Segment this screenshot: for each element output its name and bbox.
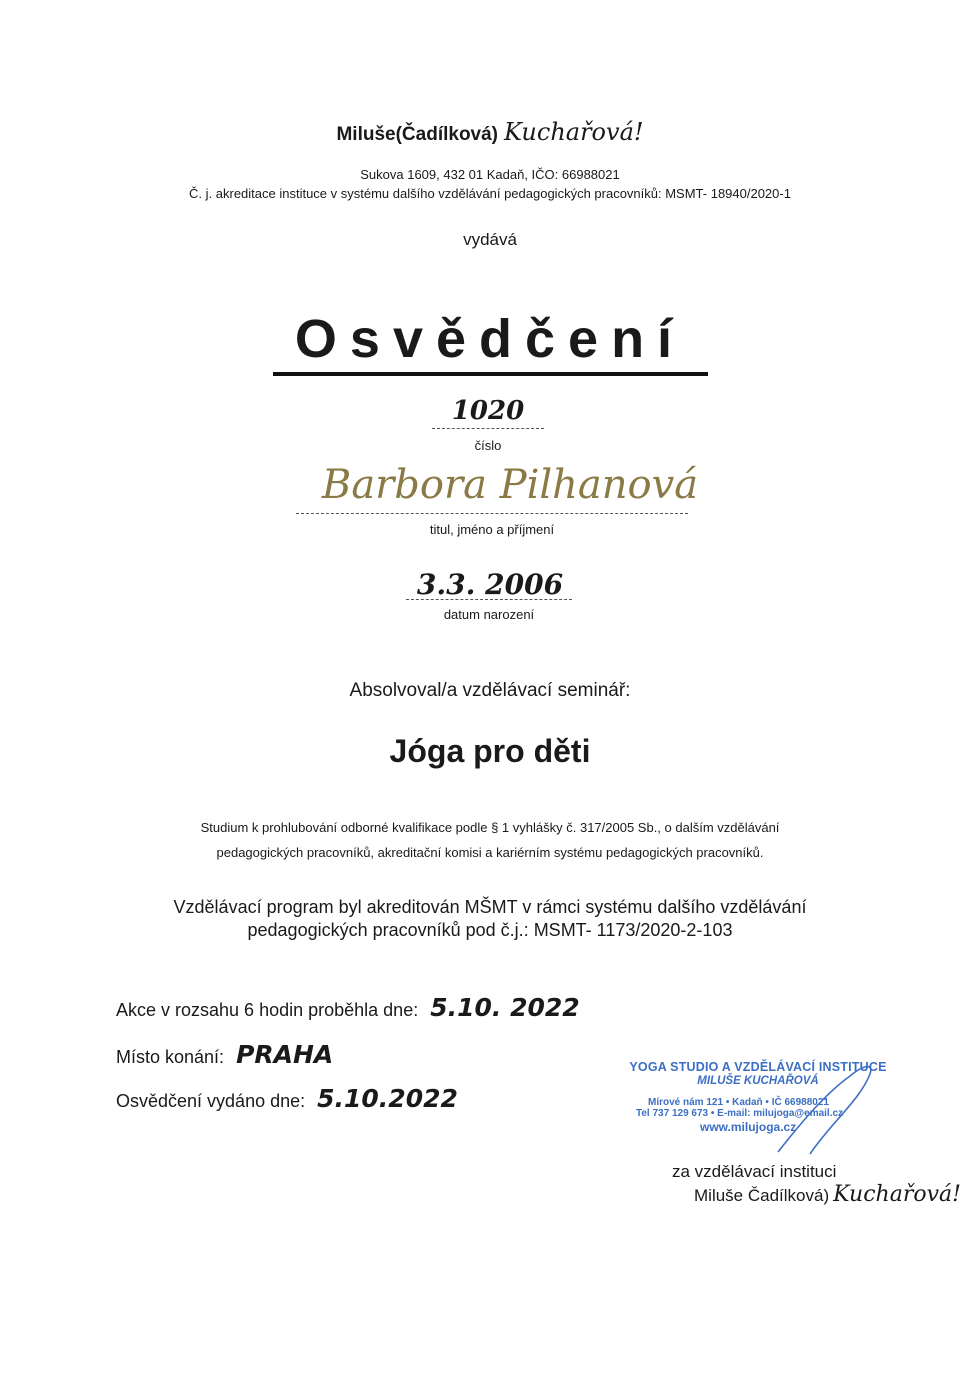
completed-text: Absolvoval/a vzdělávací seminář: — [349, 680, 631, 701]
issues-text: vydává — [463, 230, 517, 249]
place-label: Místo konání: — [116, 1047, 225, 1067]
certificate-number: 1020 — [451, 396, 525, 426]
issued-row — [116, 1084, 458, 1113]
event-date: 5.10. 2022 — [430, 993, 580, 1022]
event-label: Akce v rozsahu 6 hodin proběhla dne: — [116, 1000, 419, 1020]
birthdate-label: datum narození — [443, 607, 535, 622]
stamp-line-1: YOGA STUDIO A VZDĚLÁVACÍ INSTITUCE — [629, 1060, 887, 1074]
title-underline — [273, 372, 708, 376]
stamp-line-5: www.milujoga.cz — [700, 1120, 797, 1134]
issuer-handwritten-surname: Kuchařová! — [504, 118, 644, 146]
name-dotted-line — [296, 513, 688, 514]
program-text-line-2: pedagogických pracovníků pod č.j.: MSMT- 1173/2020-2-103 — [247, 920, 733, 940]
for-institution-text: za vzdělávací instituci — [672, 1162, 837, 1181]
stamp-line-4: Tel 737 129 673 • E-mail: milujoga@email.cz — [636, 1108, 844, 1119]
signatory-printed-name: Miluše Čadílková) — [694, 1186, 830, 1205]
issued-label: Osvědčení vydáno dne: — [116, 1091, 306, 1111]
place-row — [116, 1040, 333, 1069]
signatory-handwritten-name: Kuchařová! — [833, 1182, 961, 1207]
place-value: PRAHA — [236, 1040, 334, 1069]
birth-date: 3.3. 2006 — [416, 568, 564, 601]
number-dotted-line — [432, 428, 544, 429]
study-text-line-1: Studium k prohlubování odborné kvalifikace podle § 1 vyhlášky č. 317/2005 Sb., o dalším vzdělávání — [200, 820, 780, 835]
institution-stamp — [622, 1060, 894, 1134]
certificate-title: Osvědčení — [294, 309, 686, 369]
issuer-first-name: Miluše — [336, 124, 396, 145]
issuer-address: Sukova 1609, 432 01 Kadaň, IČO: 66988021 — [360, 167, 620, 182]
issuer-name — [0, 118, 980, 146]
name-label: titul, jméno a příjmení — [429, 522, 555, 537]
accreditation-number: Č. j. akreditace instituce v systému dalšího vzdělávání pedagogických pracovníků: MSMT- 18940/2020-1 — [189, 186, 791, 201]
study-text-line-2: pedagogických pracovníků, akreditační komisi a kariérním systému pedagogických pracovníků. — [216, 845, 764, 860]
birthdate-dotted-line — [406, 599, 572, 600]
recipient-name: Barbora Pilhanová — [321, 462, 699, 508]
issuer-maiden-name: (Čadílková) — [395, 124, 499, 145]
event-row — [116, 993, 580, 1022]
program-text-line-1: Vzdělávací program byl akreditován MŠMT v rámci systému dalšího vzdělávání — [173, 897, 807, 917]
course-title: Jóga pro děti — [389, 733, 591, 769]
signatory-name — [694, 1182, 961, 1207]
number-label: číslo — [474, 438, 502, 453]
stamp-line-2: MILUŠE KUCHAŘOVÁ — [697, 1075, 819, 1087]
stamp-line-3: Mírové nám 121 • Kadaň • IČ 66988021 — [648, 1097, 829, 1108]
issued-date: 5.10.2022 — [317, 1084, 458, 1113]
